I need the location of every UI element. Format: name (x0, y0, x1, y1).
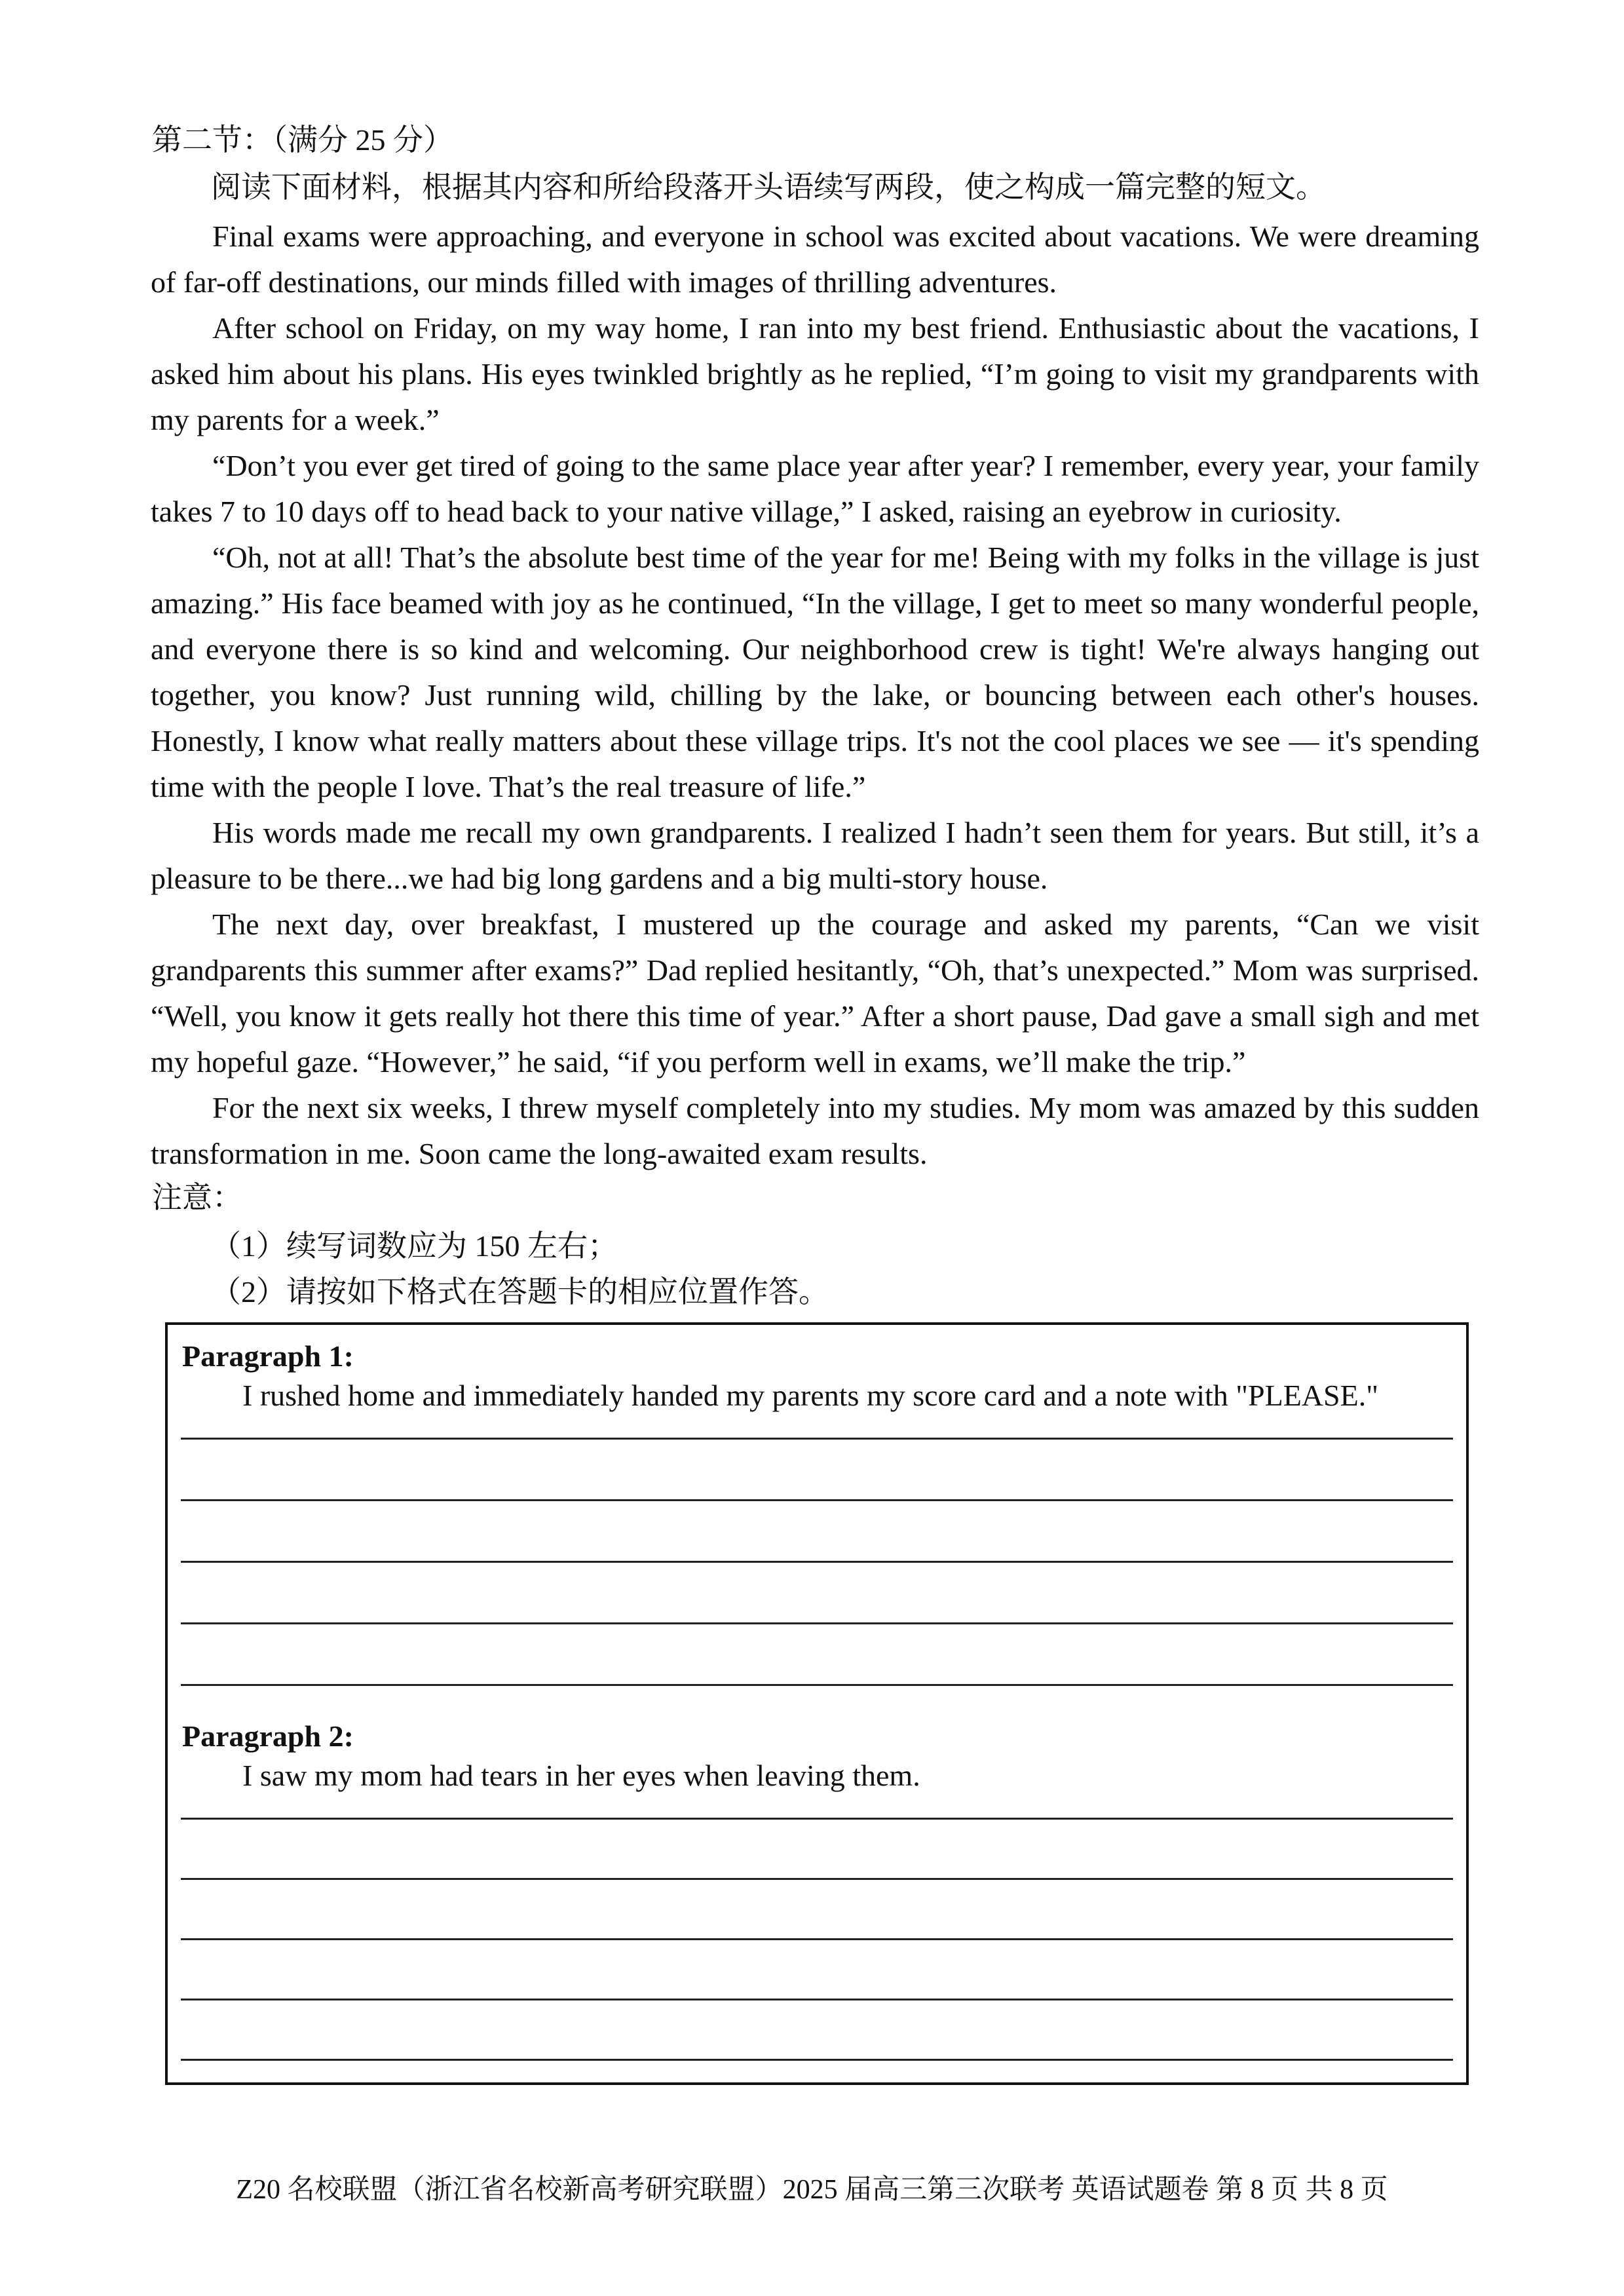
passage-paragraph: “Don’t you ever get tired of going to the same place year after year? I remember, every year, your family takes 7 to 10 days off to head back to your native village,” I asked, raising an eyebrow in curiosity. (151, 449, 1479, 528)
answer-box (165, 1322, 1469, 2085)
passage-paragraph: The next day, over breakfast, I mustered up the courage and asked my parents, “Can we visit grandparents this summer after exams?” Dad replied hesitantly, “Oh, that’s unexpected.” Mom was surprised. “Well, you know it gets really hot there this time of year.” After a short pause, Dad gave a small sigh and met my hopeful gaze. “However,” he said, “if you perform well in exams, we’ll make the trip.” (151, 908, 1479, 1079)
passage-paragraph: For the next six weeks, I threw myself completely into my studies. My mom was amazed by this sudden transformation in me. Soon came the long-awaited exam results. (151, 1091, 1479, 1170)
passage-paragraph: “Oh, not at all! That’s the absolute best time of the year for me! Being with my folks in the village is just amazing.” His face beamed with joy as he continued, “In the village, I get to meet so many wonderful people, and everyone there is so kind and welcoming. Our neighborhood crew is tight! We're always hanging out together, you know? Just running wild, chilling by the lake, or bouncing between each other's houses. Honestly, I know what really matters about these village trips. It's not the cool places we see — it's spending time with the people I love. That’s the real treasure of life.” (151, 541, 1479, 803)
writing-line[interactable] (181, 1818, 1453, 1820)
passage-paragraph: After school on Friday, on my way home, I ran into my best friend. Enthusiastic about the vacations, I asked him about his plans. His eyes twinkled brightly as he replied, “I’m going to visit my grandparents with my parents for a week.” (151, 311, 1479, 436)
page-footer: Z20 名校联盟（浙江省名校新高考研究联盟）2025 届高三第三次联考 英语试题卷 第 8 页 共 8 页 (236, 2175, 1388, 2205)
writing-line[interactable] (181, 2059, 1453, 2061)
writing-line[interactable] (181, 1438, 1453, 1440)
paragraph-2-opening: I saw my mom had tears in her eyes when leaving them. (242, 1759, 920, 1792)
paragraph-2-title: Paragraph 2: (182, 1719, 354, 1753)
writing-line[interactable] (181, 1878, 1453, 1880)
passage-paragraph: His words made me recall my own grandparents. I realized I hadn’t seen them for years. But still, it’s a pleasure to be there...we had big long gardens and a big multi-story house. (151, 816, 1479, 895)
writing-line[interactable] (181, 1999, 1453, 2000)
writing-line[interactable] (181, 1684, 1453, 1686)
paragraph-1-title: Paragraph 1: (182, 1339, 354, 1373)
writing-line[interactable] (181, 1499, 1453, 1501)
note-item-word-count: （1）续写词数应为 150 左右； (211, 1229, 618, 1263)
reading-passage (151, 214, 1479, 1177)
writing-line[interactable] (181, 1938, 1453, 1940)
section-heading: 第二节：（满分 25 分） (152, 123, 453, 157)
paragraph-1-opening: I rushed home and immediately handed my parents my score card and a note with "PLEASE." (242, 1379, 1378, 1412)
task-instruction: 阅读下面材料，根据其内容和所给段落开头语续写两段，使之构成一篇完整的短文。 (211, 170, 1326, 204)
writing-line[interactable] (181, 1561, 1453, 1563)
passage-paragraph: Final exams were approaching, and everyone in school was excited about vacations. We were dreaming of far-off destinations, our minds filled with images of thrilling adventures. (151, 220, 1479, 299)
notes-label: 注意： (152, 1181, 242, 1214)
writing-line[interactable] (181, 1622, 1453, 1624)
note-item-answer-format: （2）请按如下格式在答题卡的相应位置作答。 (211, 1275, 829, 1309)
